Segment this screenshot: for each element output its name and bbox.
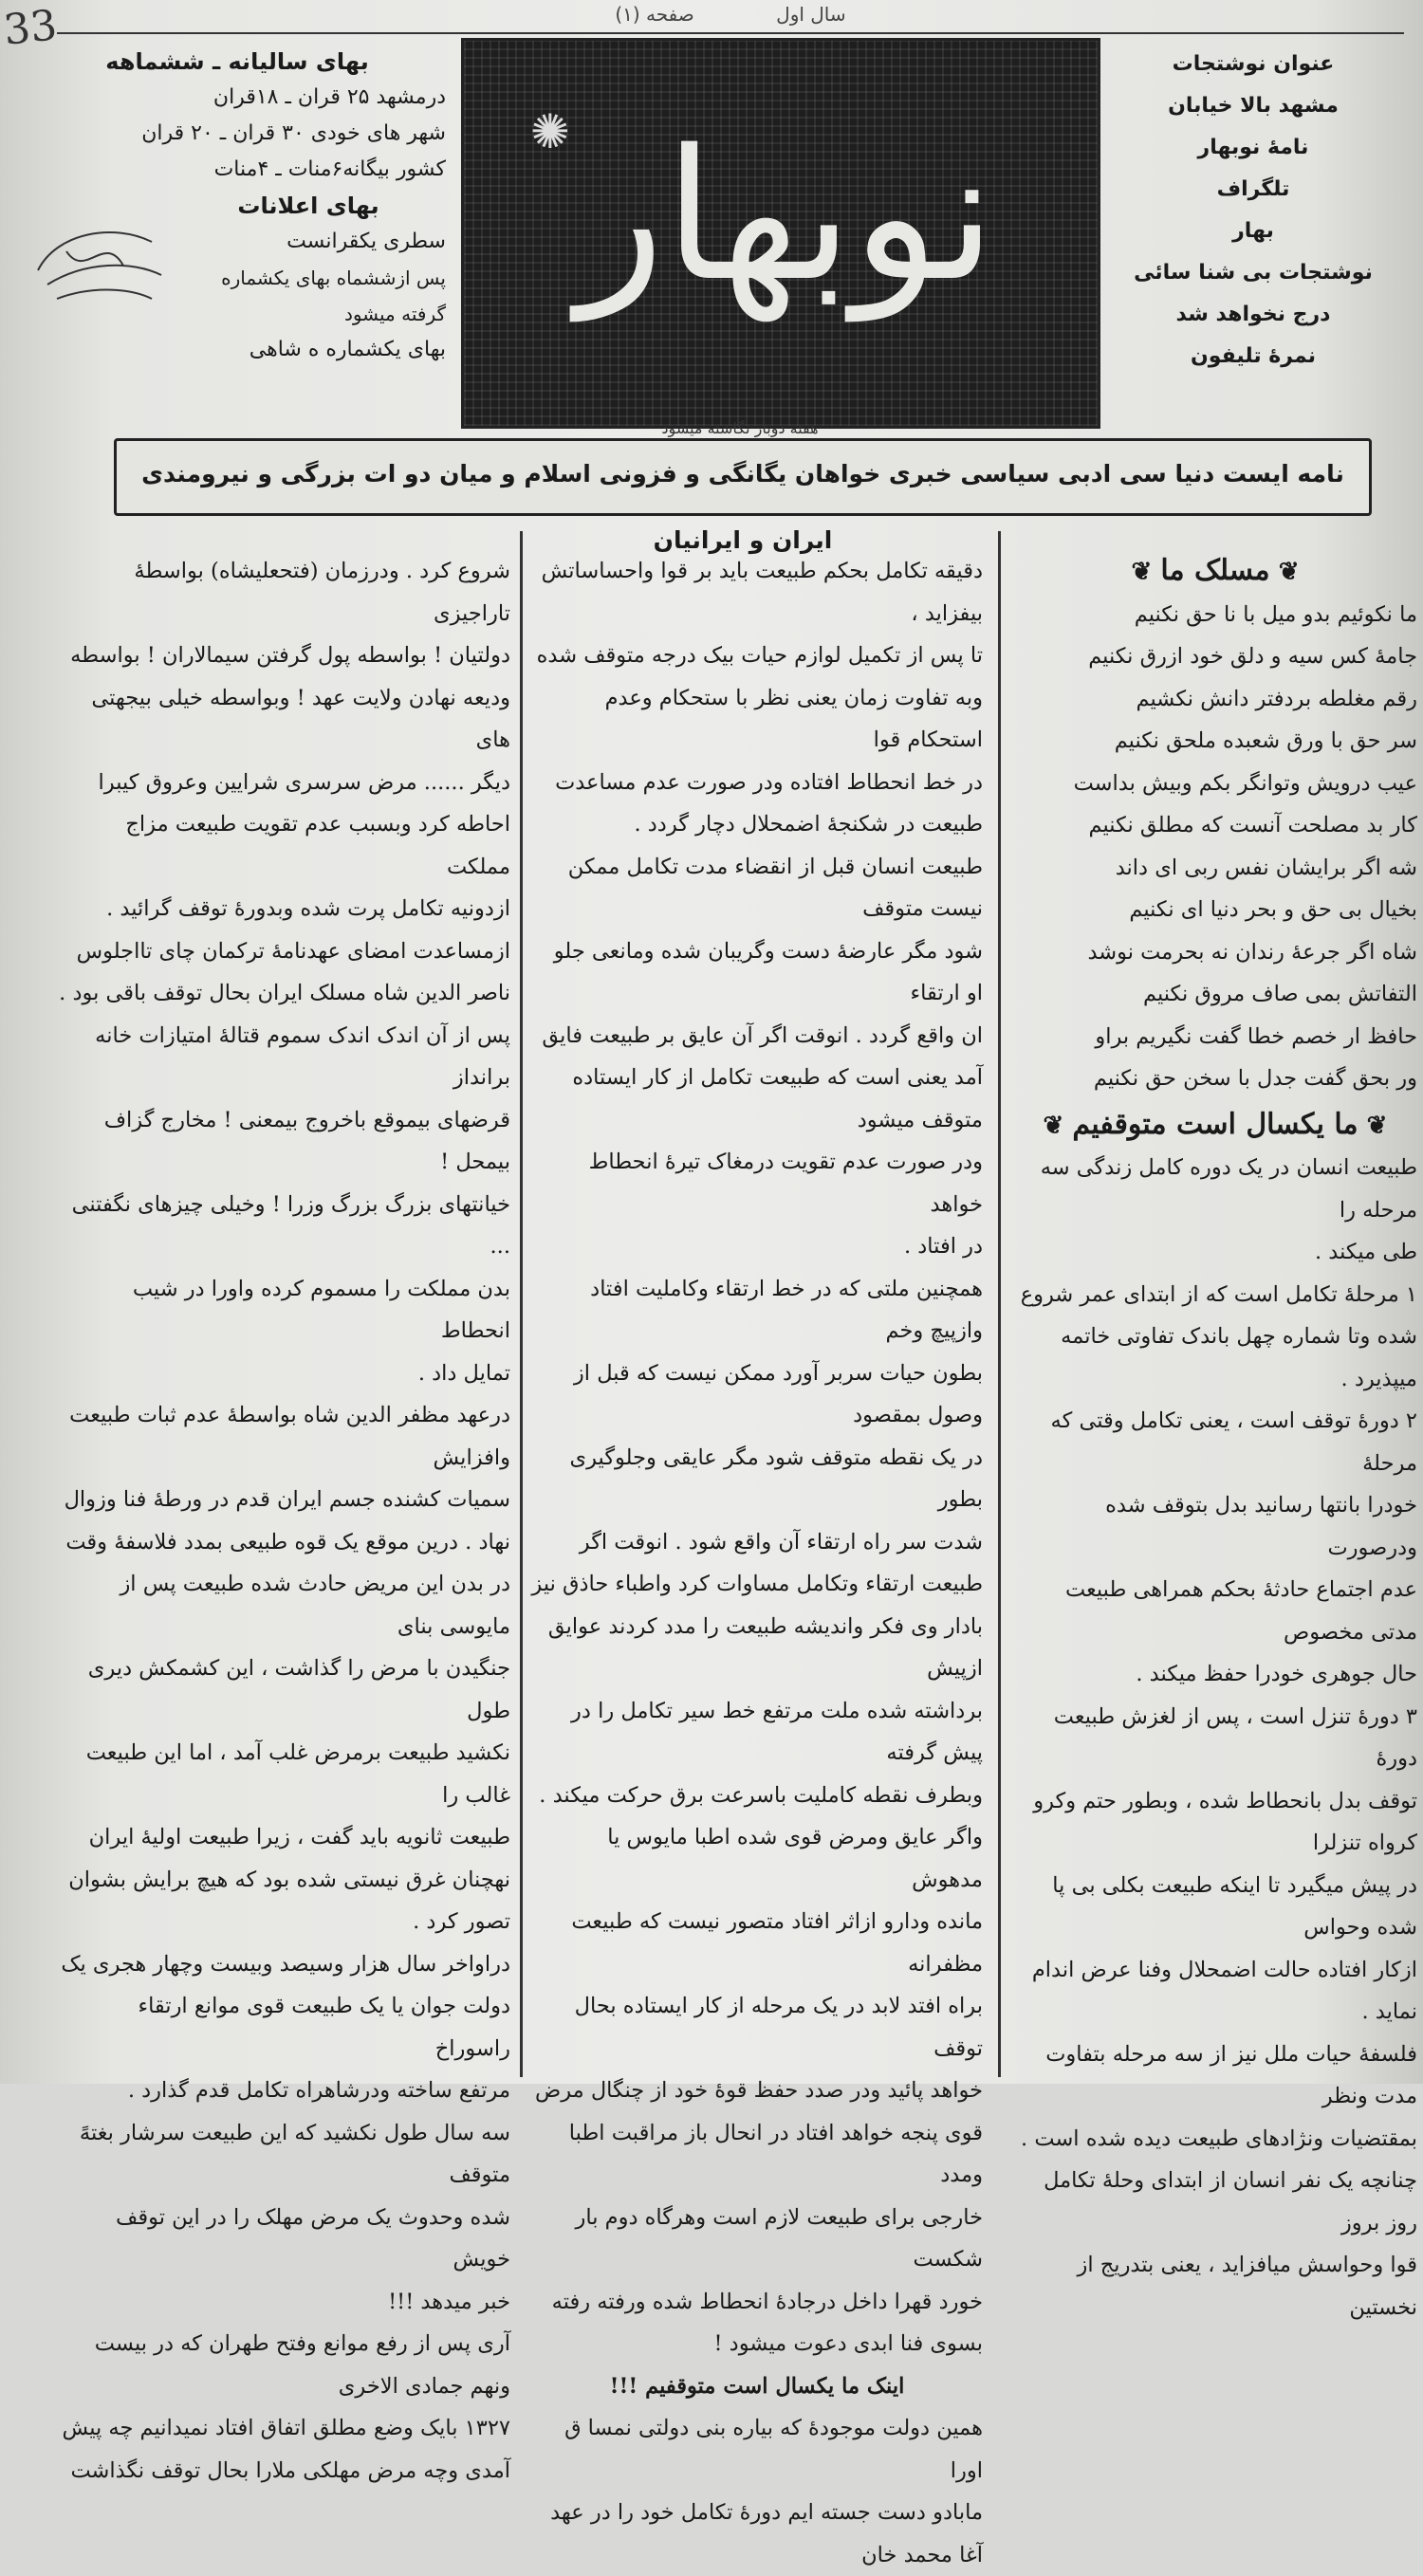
poem-line: جامهٔ کس سیه و دلق خود ازرق نکنیم <box>1088 644 1417 669</box>
subscription-line: درمشهد ۲۵ قران ـ ۱۸قران <box>213 85 446 109</box>
address-line: بهار <box>1232 219 1274 243</box>
text-line: واگر عایق ومرض قوی شده اطبا مایوس یا مدهوش <box>607 1825 983 1892</box>
text-line: بادار وی فکر واندیشه طبیعت را مدد کردند عوایق ازپیش <box>547 1613 983 1681</box>
text-line: ودر صورت عدم تقویت درمغاک تیرهٔ انحطاط خواهد <box>588 1150 983 1217</box>
text-line: برداشته شده ملت مرتفع خط سیر تکامل را در پیش گرفته <box>571 1698 983 1765</box>
text-line: قوی پنجه خواهد افتاد در انحال باز مراقبت اطبا ومدد <box>568 2120 983 2187</box>
text-line: در یک نقطه متوقف شود مگر عایقی وجلوگیری بطور <box>569 1444 983 1512</box>
top-strip <box>57 0 1404 34</box>
article-text <box>531 2407 983 2576</box>
ornament-icon: ❦ <box>1043 1111 1073 1140</box>
text-line: بدن مملکت را مسموم کرده واورا در شیب انحطاط <box>132 1276 510 1343</box>
text-line: ۲ دورهٔ توقف است ، یعنی تکامل وقتی که مرحلهٔ <box>1050 1408 1417 1476</box>
text-line: احاطه کرد وبسبب عدم تقویت طبیعت مزاج مملکت <box>125 812 510 879</box>
text-line: دیگر ...... مرض سرسری شرایین وعروق کیبرا <box>98 769 510 795</box>
poem-line: سر حق با ورق شعبده ملحق نکنیم <box>1114 728 1417 753</box>
text-line: ان واقع گردد . انوقت اگر آن عایق بر طبیعت فایق <box>542 1022 983 1048</box>
text-line: خارجی برای طبیعت لازم است وهرگاه دوم بار شکست <box>575 2204 983 2272</box>
text-line: ۳ دورهٔ تنزل است ، پس از لغزش طبیعت دورهٔ <box>1053 1703 1417 1771</box>
address-line: نامهٔ نوبهار <box>1197 136 1309 159</box>
text-line: در پیش میگیرد تا اینکه طبیعت بکلی بی پا شده وحواس <box>1052 1872 1417 1940</box>
column-right <box>1013 550 1417 2328</box>
text-line: خودرا بانتها رسانید بدل بتوقف شده ودرصورت <box>1105 1493 1417 1560</box>
text-line: همین دولت موجودهٔ که بیاره بنی دولتی نمسا ق اورا <box>564 2416 983 2483</box>
text-line: شروع کرد . ودرزمان (فتحعلیشاه) بواسطهٔ تاراجیزی <box>134 559 510 626</box>
poem-line: ما نکوئیم بدو میل با نا حق نکنیم <box>1134 601 1417 627</box>
text-line: خورد قهرا داخل درجادهٔ انحطاط شده ورفته رفته <box>551 2289 983 2314</box>
subscription-line: کشور بیگانه۶منات ـ ۴منات <box>213 157 446 181</box>
article-subheading: اینک ما یکسال است متوقفیم !!! <box>609 2373 905 2399</box>
ads-line: پس ازششماه بهای یکشماره گرفته میشود <box>221 267 446 325</box>
poem-line: حافظ ار خصم خطا گفت نگیریم براو <box>1095 1023 1417 1049</box>
text-line: مانده ودارو ازاثر افتاد متصور نیست که طبیعت مظفرانه <box>571 1909 983 1977</box>
text-line: ناصر الدین شاه مسلک ایران بحال توقف باقی بود . <box>59 981 510 1005</box>
text-line: در خط انحطاط افتاده ودر صورت عدم مساعدت <box>555 769 983 795</box>
text-line: بمقتضیات ونژادهای طبیعت دیده شده است . <box>1021 2125 1417 2151</box>
text-line: شود مگر عارضهٔ دست وگریبان شده ومانعی جلو او ارتقاء <box>553 938 983 1005</box>
text-line: دولتیان ! بواسطه پول گرفتن سیمالاران ! بواسطه <box>70 643 510 668</box>
text-line: دولت جوان یا یک طبیعت قوی موانع ارتقاء راسوراخ <box>138 1994 510 2061</box>
text-line: بطون حیات سربر آورد ممکن نیست که قبل از وصول بمقصود <box>573 1360 983 1427</box>
address-line: عنوان نوشتجات <box>1172 52 1335 76</box>
text-line: نهچنان غرق نیستی شده بود که هیچ برایش بشوان <box>68 1867 510 1892</box>
address-line: تلگراف <box>1216 177 1290 201</box>
ornament-icon: ❦ <box>1358 1111 1388 1140</box>
text-line: درعهد مظفر الدین شاه بواسطهٔ عدم ثبات طبیعت وافزایش <box>69 1403 510 1470</box>
text-line: شده وحدوث یک مرض مهلک را در این توقف خویش <box>116 2204 510 2272</box>
text-line: طبیعت ثانویه باید گفت ، زیرا طبیعت اولیهٔ ایران <box>88 1825 510 1849</box>
ads-line: بهای یکشماره ه شاهی <box>249 338 446 361</box>
text-line: وبطرف نقطه کاملیت باسرعت برق حرکت میکند . <box>539 1782 983 1808</box>
text-line: در افتاد . <box>903 1234 983 1259</box>
text-line: فلسفهٔ حیات ملل نیز از سه مرحله بتفاوت مدت ونظر <box>1045 2041 1417 2108</box>
address-box <box>1106 44 1400 423</box>
ads-heading: بهای اعلانات <box>237 193 379 219</box>
text-line: قرضهای بیموقع باخروج بیمعنی ! مخارج گزاف بیمحل ! <box>103 1107 510 1174</box>
text-line: خیانتهای بزرگ بزرگ وزرا ! وخیلی چیزهای نگفتنی ... <box>71 1191 510 1259</box>
text-line: شده وتا شماره چهل باندک تفاوتی خاتمه میپذیرد . <box>1061 1324 1417 1391</box>
text-line: ودیعه نهادن ولایت عهد ! وبواسطه خیلی بیجهتی های <box>91 685 510 752</box>
subscription-line: شهر های خودی ۳۰ قران ـ ۲۰ قران <box>141 121 446 145</box>
text-line: در بدن این مریض حادث شده طبیعت پس از مایوسی بنای <box>120 1572 510 1639</box>
text-line: وبه تفاوت زمان یعنی نظر با ستحکام وعدم استحکام قوا <box>604 685 983 752</box>
text-line: خبر میدهد !!! <box>388 2289 510 2314</box>
text-line: نهاد . درین موقع یک قوه طبیعی بمدد فلاسفهٔ وقت <box>65 1529 510 1555</box>
article-text <box>59 550 510 2492</box>
text-line: تمایل داد . <box>417 1360 510 1386</box>
text-line: طبیعت انسان قبل از انقضاء مدت تکامل ممکن نیست متوقف <box>567 854 983 921</box>
poem-line: شه اگر برایشان نفس ربی ای داند <box>1115 855 1417 880</box>
banner: نامه ایست دنیا سی ادبی سیاسی خبری خواهان یگانگی و فزونی اسلام و میان دو ات بزرگی و نیرومندی ایران و ایرانیان <box>114 438 1372 516</box>
text-line: قوا وحواسش میافزاید ، یعنی بتدریج از نخستین <box>1077 2253 1417 2320</box>
text-line: بسوی فنا ابدی دعوت میشود ! <box>713 2331 983 2356</box>
text-line: طبیعت انسان در یک دوره کامل زندگی سه مرحله را <box>1040 1155 1417 1223</box>
star-ornament-icon: ✺ <box>530 104 570 159</box>
text-line: عدم اجتماع حادثهٔ بحکم همراهی طبیعت مدتی مخصوص <box>1064 1577 1417 1645</box>
text-line: نکشید طبیعت برمرض غلب آمد ، اما این طبیعت غالب را <box>85 1740 510 1808</box>
text-line: ازکار افتاده حالت اضمحلال وفنا عرض اندام نماید . <box>1031 1957 1417 2024</box>
subscription-heading: بهای سالیانه ـ ششماهه <box>105 48 369 75</box>
text-line: طبیعت ارتقاء وتکامل مساوات کرد واطباء حاذق نیز <box>531 1572 983 1596</box>
text-line: براه افتد لابد در یک مرحله از کار ایستاده بحال توقف <box>574 1994 983 2061</box>
text-line: آمد یعنی است که طبیعت تکامل از کار ایستاده متوقف میشود <box>572 1065 983 1132</box>
poem-line: کار بد مصلحت آنست که مطلق نکنیم <box>1088 813 1417 837</box>
article-text <box>1013 1147 1417 2328</box>
text-line: ۱۳۲۷ بایک وضع مطلق اتفاق افتاد نمیدانیم چه پیش <box>62 2416 510 2440</box>
text-line: دقیقه تکامل بحکم طبیعت باید بر قوا واحساساتش بیفزاید ، <box>541 559 983 626</box>
poem-line: رقم مغلطه بردفتر دانش نکشیم <box>1136 686 1417 711</box>
top-strip-page: صفحه (۱) <box>615 3 694 26</box>
text-line: طبیعت در شکنجهٔ اضمحلال دچار گردد . <box>634 812 983 837</box>
masthead-title: نوبهار <box>577 111 996 321</box>
text-line: تا پس از تکمیل لوازم حیات بیک درجه متوقف شده <box>536 643 983 668</box>
poem-line: بخیال بی حق و بحر دنیا ای نکنیم <box>1129 897 1417 922</box>
banner-top-line: هفته دوبار نگاشته میشود <box>661 419 819 437</box>
text-line: جنگیدن با مرض را گذاشت ، این کشمکش دیری طول <box>87 1656 510 1723</box>
ornament-icon: ❦ <box>1269 558 1300 586</box>
text-line: ۱ مرحلهٔ تکامل است که از ابتدای عمر شروع <box>1020 1281 1417 1307</box>
text-line: چنانچه یک نفر انسان از ابتدای وحلهٔ تکامل روز بروز <box>1044 2168 1417 2236</box>
column-divider <box>520 531 523 2077</box>
text-line: تصور کرد . <box>413 1909 510 1934</box>
top-strip-year: سال اول <box>776 3 846 26</box>
poem-list <box>1013 594 1417 1100</box>
text-line: همچنین ملتی که در خط ارتقاء وکاملیت افتاد وازپیچ وخم <box>590 1276 983 1343</box>
text-line: سه سال طول نکشید که این طبیعت سرشار بغتهً متوقف <box>79 2120 510 2187</box>
section-heading-2: ❦ ما یکسال است متوقفیم ❦ <box>1043 1107 1388 1141</box>
masthead <box>461 38 1100 429</box>
text-line: خواهد پائید ودر صدد حفظ قوهٔ خود از چنگال مرض <box>535 2078 983 2103</box>
poem-line: شاه اگر جرعهٔ رندان نه بحرمت نوشد <box>1087 939 1417 965</box>
address-line: نمرهٔ تلیفون <box>1191 344 1316 368</box>
address-line: نوشتجات بی شنا سائی <box>1134 261 1373 285</box>
text-line: شدت سر راه ارتقاء آن واقع شود . انوقت اگر <box>579 1529 983 1555</box>
text-line: توقف بدل بانحطاط شده ، وبطور حتم وکرو کرواه تنزلرا <box>1033 1788 1417 1855</box>
text-line: پس از آن اندک اندک سموم قتالهٔ امتیازات خانه برانداز <box>95 1022 510 1090</box>
address-line: درج نخواهد شد <box>1175 303 1331 326</box>
text-line: دراواخر سال هزار وسیصد وبیست وچهار هجری یک <box>61 1951 510 1977</box>
text-line: آری پس از رفع موانع وفتح طهران که در بیست ونهم جمادی الاخری <box>94 2331 510 2399</box>
poem-line: ور بحق گفت جدل با سخن حق نکنیم <box>1093 1066 1417 1091</box>
text-line: ازدونیه تکامل پرت شده وبدورهٔ توقف گرائید . <box>106 896 510 921</box>
column-divider <box>998 531 1001 2077</box>
section-heading: ❦ مسلک ما ❦ <box>1131 554 1300 587</box>
column-middle <box>531 550 983 2576</box>
poem-line: التفاتش بمی صاف مروق نکنیم <box>1142 982 1417 1006</box>
signature-stamp <box>28 194 171 337</box>
text-line: حال جوهری خودرا حفظ میکند . <box>1136 1662 1417 1686</box>
handwritten-page-number: 33 <box>1 1 60 55</box>
ornament-icon: ❦ <box>1131 558 1161 586</box>
text-line: آمدی وچه مرض مهلکی ملارا بحال توقف نگذاشت <box>70 2457 510 2483</box>
address-line: مشهد بالا خیابان <box>1168 94 1339 118</box>
column-left <box>59 550 510 2492</box>
poem-line: عیب درویش وتوانگر بکم وبیش بداست <box>1073 770 1417 796</box>
text-line: سمیات کشنده جسم ایران قدم در ورطهٔ فنا وزوال <box>64 1487 510 1512</box>
text-line: طی میکند . <box>1315 1240 1417 1264</box>
text-line: ازمساعدت امضای عهدنامهٔ ترکمان چای تااجلوس <box>76 938 510 964</box>
text-line: مابادو دست جسته ایم دورهٔ تکامل خود را در عهد آغا محمد خان <box>550 2500 983 2567</box>
article-text <box>531 550 983 2365</box>
ads-line: سطری یکقرانست <box>286 230 446 253</box>
text-line: مرتفع ساخته ودرشاهراه تکامل قدم گذارد . <box>127 2078 510 2103</box>
